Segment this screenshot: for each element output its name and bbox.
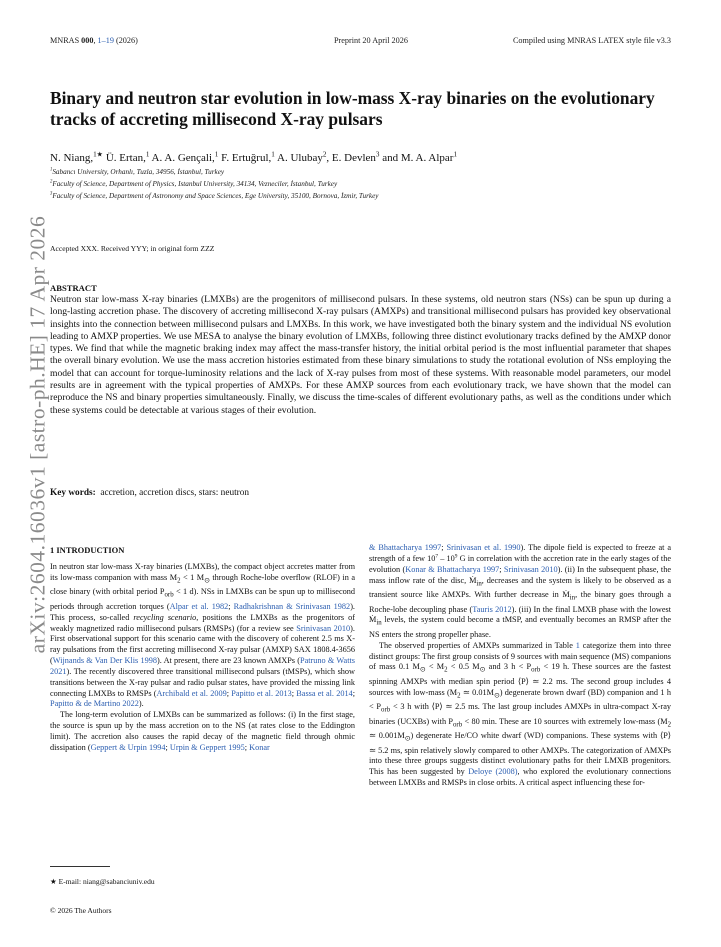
- pages-link[interactable]: 1–19: [97, 36, 114, 45]
- citation-link[interactable]: Bassa et al. 2014: [296, 688, 353, 698]
- abstract-heading: ABSTRACT: [50, 283, 97, 293]
- accepted-line: Accepted XXX. Received YYY; in original form ZZZ: [50, 244, 215, 253]
- keywords-value: accretion, accretion discs, stars: neutron: [100, 488, 250, 498]
- affiliation-1: $^1$Sabancı University, Orhanlı, Tuzla, 34956, İstanbul, Turkey: [50, 167, 225, 176]
- citation-link[interactable]: Patruno & Watts 2021: [50, 656, 355, 676]
- copyright: © 2026 The Authors: [50, 906, 112, 915]
- citation-link[interactable]: Srinivasan et al. 1990: [446, 543, 521, 552]
- intro-right-column: [369, 543, 671, 789]
- intro-paragraph-2: The long-term evolution of LMXBs can be summarized as follows: (i) In the first stage, the source is spun up by the mass accretion on to the NS (at rates close to the Eddington limit). The accretion also causes the rapid decay of the magnetic field through ohmic dissipation (Geppert & Urpin 1994; Urpin & Geppert 1995; Konar: [50, 710, 355, 752]
- keywords-label: Key words:: [50, 488, 96, 498]
- citation-link[interactable]: Tauris 2012: [472, 604, 512, 614]
- affiliation-3: $^3$Faculty of Science, Department of Astronomy and Space Sciences, Ege University, 35100, Bornova, İzmir, Turkey: [50, 191, 379, 200]
- citation-link[interactable]: Archibald et al. 2009: [156, 688, 227, 698]
- running-header-journal: MNRAS 000, 1–19 (2026): [50, 36, 138, 45]
- author-list: N. Niang,$^{1★}$ Ü. Ertan,$^1$ A. A. Gençali,$^1$ F. Ertuğrul,$^1$ A. Ulubay$^2$, E. Devlen$^3$ and M. A. Alpar$^1$: [50, 150, 458, 164]
- intro-paragraph-1: In neutron star low-mass X-ray binaries (LMXBs), the compact object accretes matter from its low-mass companion with mass $M_2 < 1$ $M_⊙$ through Roche-lobe overflow (RLOF) in a close binary (with orbital period $P_{orb} < 1$ d). NSs in LMXBs can be spun up to millisecond periods through accretion torques (Alpar et al. 1982; Radhakrishnan & Srinivasan 1982). This process, so-called recycling scenario, positions the LMXBs as the progenitors of weakly magnetized radio millisecond pulsars (RMSPs) (for a review see Srinivasan 2010). First observational support for this scenario came with the discovery of coherent 2.5 ms X-ray pulsations from the first accreting millisecond X-ray pulsar (AMXP) SAX 1808.4-3656 (Wijnands & Van Der Klis 1998). At present, there are 23 known AMXPs (Patruno & Watts 2021). The recently discovered three transitional millisecond pulsars (tMSPs), which show transitions between the X-ray pulsar and radio pulsar states, have provided the missing link connecting LMXBs to RMSPs (Archibald et al. 2009; Papitto et al. 2013; Bassa et al. 2014; Papitto & de Martino 2022).: [50, 562, 355, 709]
- intro-left-column: [50, 562, 355, 754]
- footnote: ★ E-mail: niang@sabanciuniv.edu: [50, 877, 155, 886]
- intro-paragraph-2-continued: & Bhattacharya 1997; Srinivasan et al. 1990). The dipole field is expected to freeze at a strength of a few $10^7 - 10^9$ G in correlation with the accretion rate in the early stages of the evolution (Konar & Bhattacharya 1997; Srinivasan 2010). (ii) In the subsequent phase, the mass inflow rate of the disc, Ṁ$_{in}$, decreases and the system is likely to be observed as a transient source like AMXPs. With further decrease in Ṁ$_{in}$, the binary goes through a Roche-lobe decoupling phase (Tauris 2012). (iii) In the final LMXB phase with the lowest Ṁ$_{in}$ levels, the system could become a tMSP, and eventually becomes an RMSP after the NS enters the strong propeller phase.: [369, 543, 672, 639]
- abstract-text: Neutron star low-mass X-ray binaries (LMXBs) are the progenitors of millisecond pulsars. In these systems, old neutron stars (NSs) can be spun up during a long-lasting accretion phase. The discovery of accreting millisecond X-ray pulsars (AMXPs) and transitional millisecond pulsars has provided key observational insights into the connection between millisecond pulsars and LMXBs. In this work, we have investigated both the binary system and the individual NS evolution leading to AMXP properties. We use MESA to analyse the binary evolution of LMXBs, following three distinct evolutionary tracks defined by the AMXP donor types. We find that while the magnetic braking index may affect the mass-transfer history, the initial orbital period is the most influential parameter that shapes the overall binary evolution. We use the mass accretion histories estimated from these binary simulations to study the rotational evolution of NSs employing the model that can account for torque-luminosity relations and the lack of X-ray pulses from most of these systems. With reasonable model parameters, our model results are in agreement with the typical properties of AMXPs. For these AMXP sources from each evolutionary track, we have shown that the model can reproduce the NS and binary properties simultaneously. Finally, we discuss the time-scales of different evolutionary paths, as well as the conditions under which these systems could be detectable at various stages of their evolution.: [50, 294, 671, 416]
- citation-link[interactable]: Papitto & de Martino 2022: [50, 699, 139, 709]
- citation-link[interactable]: Radhakrishnan & Srinivasan 1982: [233, 601, 351, 611]
- citation-link[interactable]: Geppert & Urpin 1994: [90, 742, 166, 752]
- footnote-rule: [50, 866, 110, 867]
- citation-link[interactable]: & Bhattacharya 1997: [369, 543, 442, 552]
- citation-link[interactable]: Deloye (2008): [468, 767, 518, 777]
- citation-link[interactable]: Srinivasan 2010: [503, 564, 558, 574]
- affiliation-2: $^2$Faculty of Science, Department of Physics, Istanbul University, 34134, Vezneciler, İstanbul, Turkey: [50, 179, 338, 188]
- citation-link[interactable]: Konar & Bhattacharya 1997: [405, 564, 500, 574]
- citation-link[interactable]: Srinivasan 2010: [296, 623, 351, 633]
- section-heading-introduction: 1 INTRODUCTION: [50, 545, 125, 555]
- running-header-preprint: Preprint 20 April 2026: [334, 36, 408, 45]
- paper-title: Binary and neutron star evolution in low-mass X-ray binaries on the evolutionary tracks of accreting millisecond X-ray pulsars: [50, 88, 655, 129]
- citation-link[interactable]: Alpar et al. 1982: [169, 601, 229, 611]
- citation-link[interactable]: Urpin & Geppert 1995: [169, 742, 245, 752]
- intro-paragraph-3: The observed properties of AMXPs summarized in Table 1 categorize them into three distinct groups: The first group consists of 9 sources with main sequence (MS) companions of mass 0.1 $M_⊙ < M_2 < 0.5$ $M_⊙$ and 3 $h < P_{orb} < 19$ h. These sources are the fastest spinning AMXPs with median spin period ⟨P⟩ ≃ 2.2 ms. The second group includes 4 sources with low-mass ($M_2$ ≃ $0.01M_⊙$) degenerate brown dwarf (BD) companion and 1 $h < P_{orb} < 3$ h with ⟨P⟩ ≃ 2.5 ms. The last group includes AMXPs in ultra-compact X-ray binaries (UCXBs) with $P_{orb} < 80$ min. These are 10 sources with extremely low-mass ($M_2$ ≃ $0.001M_⊙$) degenerate He/CO white dwarf (WD) companions. These systems with ⟨P⟩ ≃ 5.2 ms, spin relatively slowly compared to other AMXPs. The categorization of AMXPs into these three groups suggests distinct evolutionary paths for their LMXB progenitors. This has been suggested by Deloye (2008), who explored the evolutionary connections between LMXBs and RMSPs in close orbits. A critical aspect influencing these for-: [369, 640, 672, 788]
- citation-link[interactable]: Wijnands & Van Der Klis 1998: [52, 656, 157, 666]
- running-header-compiled: Compiled using MNRAS LATEX style file v3.3: [512, 36, 671, 45]
- arxiv-side-stamp: arXiv:2604.16036v1 [astro-ph.HE] 17 Apr 2026: [25, 215, 50, 654]
- citation-link[interactable]: Konar: [249, 742, 270, 752]
- table-link[interactable]: 1: [575, 640, 580, 650]
- keywords: [50, 488, 249, 498]
- citation-link[interactable]: Papitto et al. 2013: [231, 688, 292, 698]
